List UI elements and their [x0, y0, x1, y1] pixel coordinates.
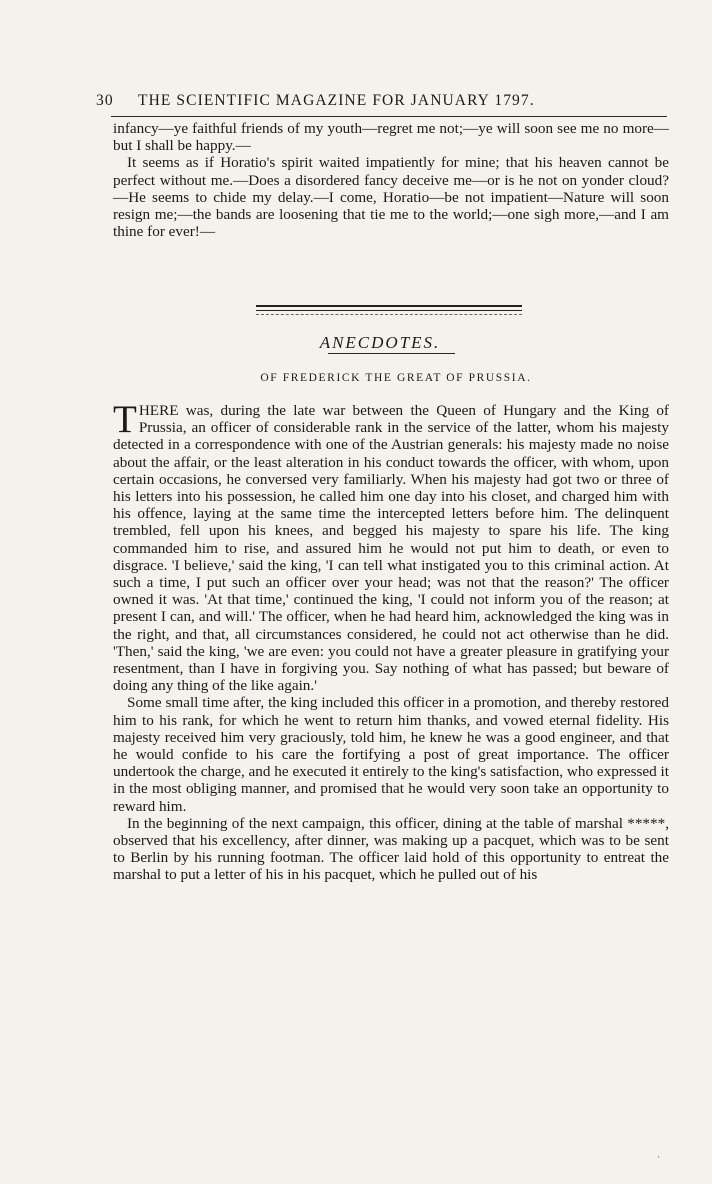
intro-paragraph: infancy—ye faithful friends of my youth—regret me not;—ye will soon see me no more—but I shall be happy.— — [113, 120, 669, 155]
running-head — [96, 90, 616, 114]
section-title-underline — [328, 353, 455, 354]
intro-paragraph: It seems as if Horatio's spirit waited impatiently for mine; that his heaven cannot be perfect without me.—Does a disordered fancy deceive me—or is he not on yonder cloud?—He seems to chide my delay.—I come, Horatio—be not impatient—Nature will soon resign me;—the bands are loosening that tie me to the world;—one sigh more,—and I am thine for ever!— — [113, 154, 669, 241]
article-paragraph-text: HERE was, during the late war between the Queen of Hungary and the King of Prussia, an officer of considerable rank in the service of the latter, whom his majesty detected in a correspondence with one of the Austrian generals: his majesty made no noise about the affair, or the least alteration in his conduct towards the officer, with whom, upon certain occasions, he conversed very familiarly. When his majesty had got two or three of his letters into his possession, he called him one day into his closet, and charged him with his offence, laying at the same time the intercepted letters before him. The delinquent trembled, fell upon his knees, and begged his majesty to spare his life. The king commanded him to rise, and assured him he would not put him to death, or even to disgrace. 'I believe,' said the king, 'I can tell what instigated you to this criminal action. At such a time, I put such an officer over your head; was not that the reason?' The officer owned it was. 'At that time,' continued the king, 'I could not inform you of the reason; at present I can, and will.' The officer, when he had heard him, acknowledged the king was in the right, and that, all circumstances considered, he could not act otherwise than he did. 'Then,' said the king, 'we are even: you could not have a greater pleasure in gratifying your resentment, than I have in forgiving you. Say nothing of what has passed; but beware of doing any thing of the like again.' — [113, 402, 669, 695]
article-paragraph: In the beginning of the next campaign, this officer, dining at the table of marshal *****, observed that his excellency, after dinner, was making up a pacquet, which was to be sent to Berlin by his running footman. The officer laid hold of this opportunity to entreat the marshal to put a letter of his in his pacquet, which he pulled out of his — [113, 814, 669, 884]
header-rule — [111, 116, 667, 117]
section-divider-ornament — [256, 303, 522, 317]
intro-text — [113, 120, 669, 240]
drop-cap: T — [113, 398, 137, 441]
article-paragraph: Some small time after, the king included this officer in a promotion, and thereby restored him to his rank, for which he went to return him thanks, and vowed eternal fidelity. His majesty received him very graciously, told him, he knew he was a good engineer, and that he would confide to his care the fortifying a post of great importance. The officer undertook the charge, and he executed it entirely to the king's satisfaction, who expressed it in the most obliging manner, and promised that he would very soon take an opportunity to reward him. — [113, 694, 669, 815]
footer-mark: · — [657, 1152, 660, 1162]
article-body — [113, 398, 669, 884]
article-paragraph — [113, 398, 669, 695]
section-title: ANECDOTES. — [319, 333, 441, 352]
page-number: 30 — [96, 92, 114, 109]
running-title: THE SCIENTIFIC MAGAZINE FOR JANUARY 1797. — [138, 92, 535, 109]
section-subtitle: OF FREDERICK THE GREAT OF PRUSSIA. — [260, 372, 532, 384]
